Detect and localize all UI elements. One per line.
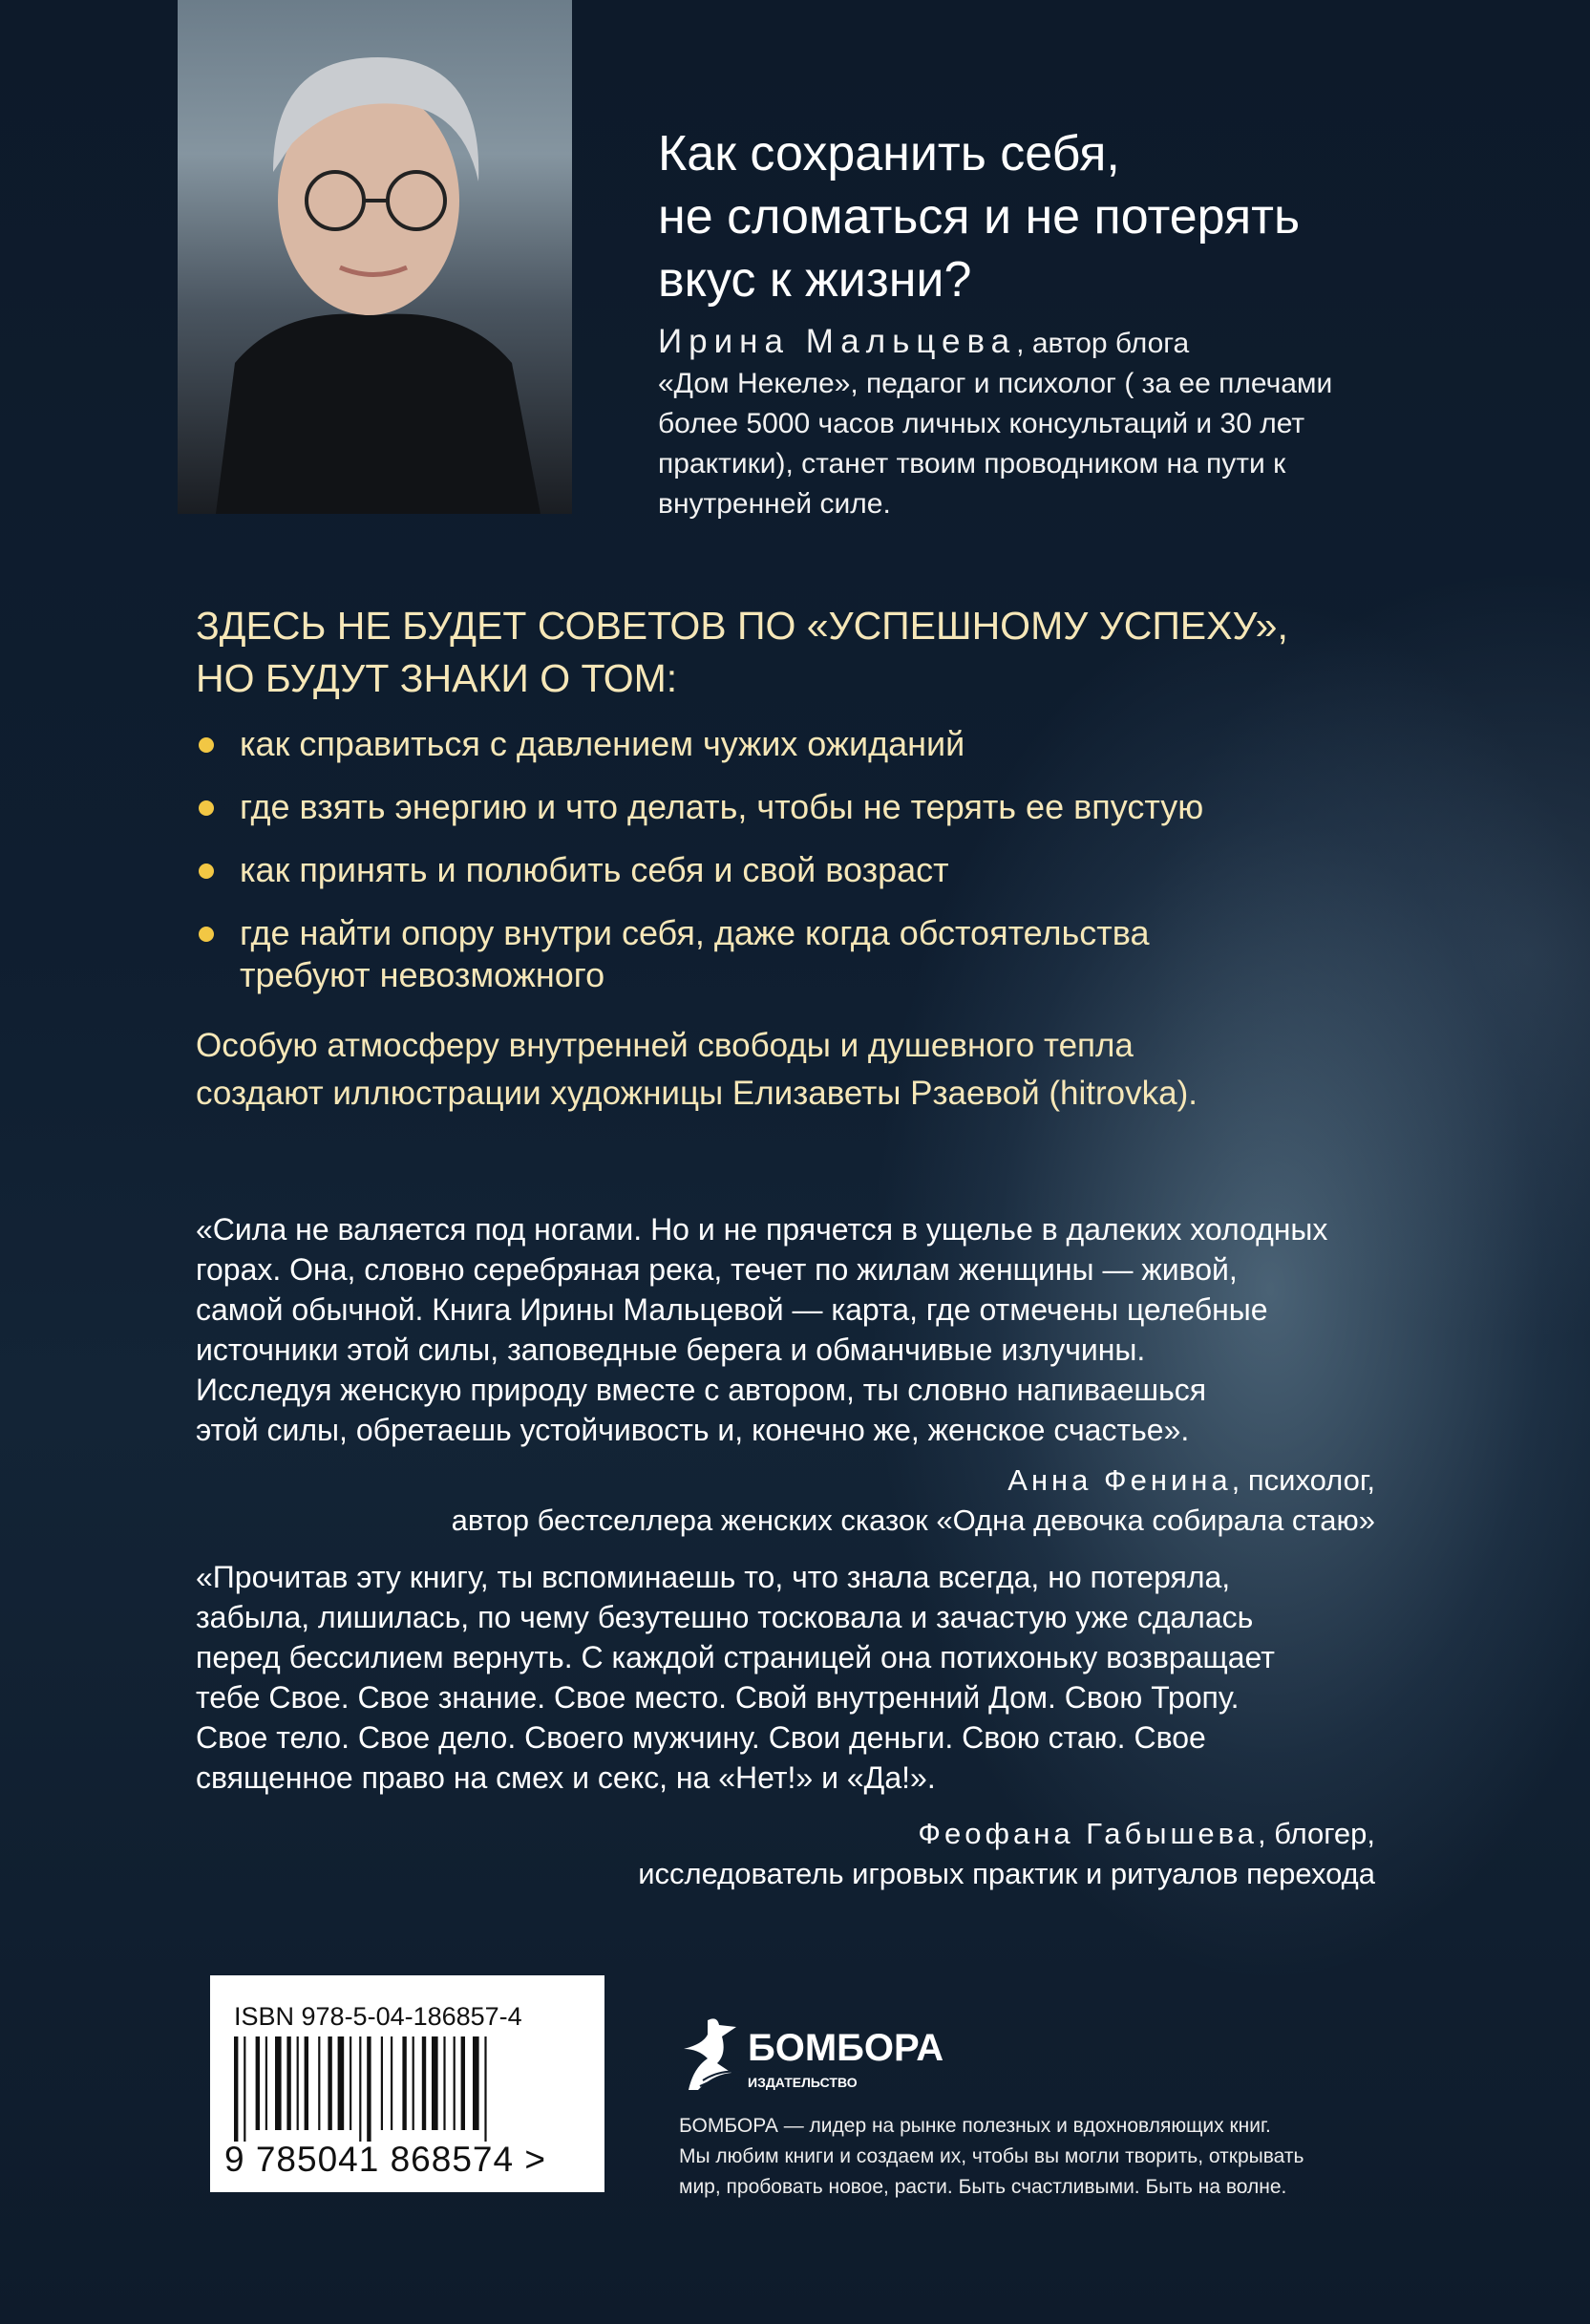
list-item-text: как справиться с давлением чужих ожиданий [240, 724, 965, 763]
barcode-bar [318, 2036, 320, 2130]
quote-line: «Прочитав эту книгу, ты вспоминаешь то, что знала всегда, но потеряла, [196, 1560, 1231, 1594]
barcode-bar [256, 2036, 260, 2130]
quote-line: забыла, лишилась, по чему безутешно тосковала и зачастую уже сдалась [196, 1600, 1254, 1634]
bio-line: «Дом Некеле», педагог и психолог ( за ее плечами [658, 368, 1333, 399]
headline-line: вкус к жизни? [658, 252, 972, 308]
author-bio [658, 322, 1332, 524]
barcode-bar [286, 2036, 290, 2130]
bullet-icon [199, 927, 214, 942]
publisher-logo-name: БОМБОРА [748, 2027, 944, 2069]
barcode-bar [443, 2036, 445, 2130]
barcode-bar [359, 2036, 361, 2142]
barcode-bar [338, 2036, 345, 2130]
quote-line: Исследуя женскую природу вместе с автором, ты словно напиваешься [196, 1373, 1207, 1407]
paragraph-line: Особую атмосферу внутренней свободы и душевного тепла [196, 1027, 1134, 1064]
isbn-label: ISBN 978-5-04-186857-4 [234, 2002, 522, 2031]
headline-line: не сломаться и не потерять [658, 189, 1301, 245]
headline [658, 122, 1300, 311]
list-item [196, 847, 1203, 893]
barcode-bars [234, 2036, 530, 2142]
barcode-bar [391, 2036, 392, 2130]
barcode-bar [244, 2036, 245, 2142]
barcode-bar [265, 2036, 267, 2130]
quote-line: Свое тело. Свое дело. Своего мужчину. Свои деньги. Свою стаю. Свое [196, 1720, 1206, 1755]
barcode-digits: 9 785041 868574 > [224, 2140, 546, 2179]
quote-line: «Сила не валяется под ногами. Но и не прячется в ущелье в далеких холодных [196, 1212, 1328, 1247]
list-item [196, 721, 1203, 767]
barcode-bar [422, 2036, 426, 2130]
bullet-icon [199, 800, 214, 816]
bullet-icon [199, 864, 214, 879]
quote-line: перед бессилием вернуть. С каждой страницей она потихоньку возвращает [196, 1640, 1275, 1674]
list-item [196, 784, 1203, 830]
illustration-note [196, 1022, 1198, 1118]
list-item [196, 910, 1203, 998]
barcode-bar [367, 2036, 371, 2142]
section-heading-line: ЗДЕСЬ НЕ БУДЕТ СОВЕТОВ ПО «УСПЕШНОМУ УСПЕХУ», [196, 604, 1288, 648]
author-name: Ирина Мальцева [658, 323, 1017, 360]
publisher-line: Мы любим книги и создаем их, чтобы вы могли творить, открывать [679, 2145, 1304, 2167]
quote-1 [196, 1209, 1327, 1450]
quote-author: Анна Фенина [1007, 1463, 1232, 1497]
barcode [210, 1975, 604, 2192]
barcode-bar [413, 2036, 414, 2130]
barcode-bar [454, 2036, 456, 2130]
publisher-description [679, 2111, 1304, 2203]
barcode-bar [328, 2036, 331, 2130]
barcode-bar [432, 2036, 438, 2130]
quote-author: Феофана Габышева [918, 1817, 1258, 1850]
barcode-bar [461, 2036, 465, 2130]
publisher-line: БОМБОРА — лидер на рынке полезных и вдохновляющих книг. [679, 2115, 1271, 2137]
quote-author-desc: исследователь игровых практик и ритуалов перехода [638, 1857, 1375, 1890]
quote-author-role: , психолог, [1231, 1463, 1375, 1497]
barcode-bar [402, 2036, 406, 2130]
quote-line: горах. Она, словно серебряная река, течет по жилам женщины — живой, [196, 1252, 1238, 1287]
publisher-line: мир, пробовать новое, расти. Быть счастливыми. Быть на волне. [679, 2176, 1287, 2198]
bullet-icon [199, 737, 214, 753]
quote-line: источники этой силы, заповедные берега и обманчивые излучины. [196, 1333, 1146, 1367]
barcode-bar [275, 2036, 282, 2130]
quote-line: этой силы, обретаешь устойчивость и, конечно же, женское счастье». [196, 1413, 1190, 1447]
author-portrait-icon [178, 0, 572, 514]
quote-author-desc: автор бестселлера женских сказок «Одна девочка собирала стаю» [451, 1503, 1375, 1537]
section-heading [196, 600, 1288, 705]
list-item-text: как принять и полюбить себя и свой возраст [240, 850, 949, 889]
quote-author-role: , блогер, [1258, 1817, 1375, 1850]
barcode-bar [305, 2036, 308, 2130]
bio-line: более 5000 часов личных консультаций и 30 лет [658, 408, 1305, 439]
quote-2 [196, 1557, 1275, 1798]
bullet-list [196, 721, 1203, 1015]
list-item-text: где взять энергию и что делать, чтобы не терять ее впустую [240, 787, 1204, 826]
headline-line: Как сохранить себя, [658, 126, 1120, 181]
bio-line: внутренней силе. [658, 488, 891, 520]
barcode-bar [473, 2036, 479, 2130]
barcode-bar [350, 2036, 351, 2130]
section-heading-line: НО БУДУТ ЗНАКИ О ТОМ: [196, 656, 678, 700]
quote-2-attribution [638, 1814, 1375, 1894]
barcode-bar [297, 2036, 299, 2130]
barcode-bar [484, 2036, 486, 2142]
author-photo [178, 0, 572, 514]
paragraph-line: создают иллюстрации художницы Елизаветы Рзаевой (hitrovka). [196, 1075, 1198, 1112]
bio-line: практики), станет твоим проводником на пути к [658, 448, 1286, 480]
quote-line: самой обычной. Книга Ирины Мальцевой — карта, где отмечены целебные [196, 1292, 1268, 1327]
quote-1-attribution [452, 1460, 1375, 1541]
quote-line: священное право на смех и секс, на «Нет!» и «Да!». [196, 1760, 936, 1795]
list-item-text: требуют невозможного [240, 955, 605, 994]
bio-text: , автор блога [1016, 328, 1190, 359]
list-item-text: где найти опору внутри себя, даже когда обстоятельства [240, 913, 1150, 952]
publisher-logo-sub: ИЗДАТЕЛЬСТВО [748, 2075, 858, 2090]
quote-line: тебе Свое. Свое знание. Свое место. Свой внутренний Дом. Свою Тропу. [196, 1680, 1240, 1715]
barcode-bar [234, 2036, 238, 2142]
barcode-bar [381, 2036, 383, 2130]
